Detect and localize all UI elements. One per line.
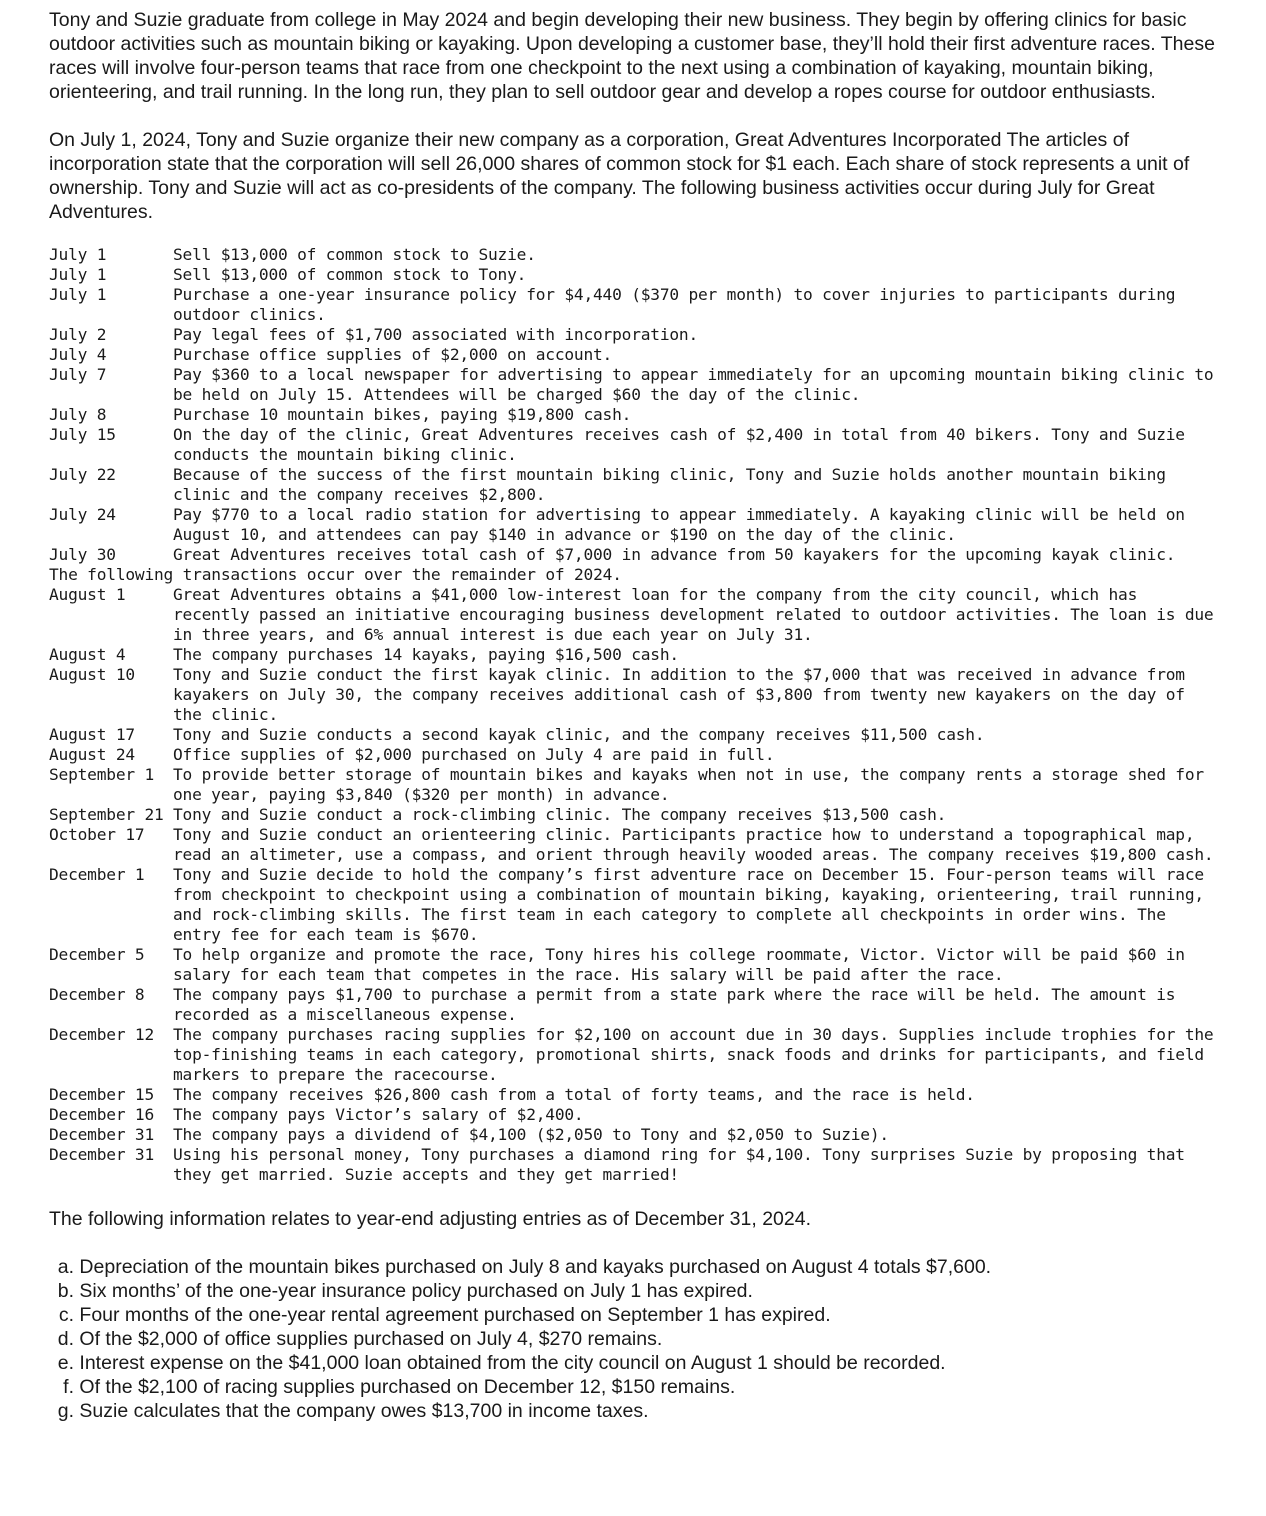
adjustment-letter: a. [57, 1256, 74, 1278]
transaction-description: Pay legal fees of $1,700 associated with incorporation. [173, 325, 699, 344]
transaction-date: July 2 [49, 325, 107, 344]
transaction-date: July 1 [49, 285, 107, 304]
transaction-description: Sell $13,000 of common stock to Tony. [173, 265, 527, 284]
adjustment-item [49, 1351, 1219, 1375]
transaction-date: December 31 [49, 1145, 155, 1164]
transaction-row [49, 345, 1219, 365]
transaction-description: Sell $13,000 of common stock to Suzie. [173, 245, 536, 264]
transaction-row [49, 1025, 1219, 1085]
transaction-description: The company purchases 14 kayaks, paying $16,500 cash. [173, 645, 679, 664]
adjustment-item [49, 1375, 1219, 1399]
transaction-row [49, 245, 1219, 265]
transaction-date: August 1 [49, 585, 126, 604]
transaction-row [49, 945, 1219, 985]
transaction-description: Pay $770 to a local radio station for advertising to appear immediately. A kayaking clinic will be held on August 10, and attendees can pay $140 in advance or $190 on the day of the clinic. [173, 505, 1185, 544]
transaction-description: The company pays Victor’s salary of $2,400. [173, 1105, 584, 1124]
transaction-description: Using his personal money, Tony purchases a diamond ring for $4,100. Tony surprises Suzie by proposing that they get married. Suzie accepts and they get married! [173, 1145, 1185, 1184]
july-transactions [49, 245, 1219, 565]
adjustment-item [49, 1279, 1219, 1303]
adjustment-text: Suzie calculates that the company owes $13,700 in income taxes. [79, 1400, 649, 1422]
transaction-date: December 8 [49, 985, 145, 1004]
transaction-row [49, 665, 1219, 725]
adjustment-item [49, 1327, 1219, 1351]
adjustment-text: Depreciation of the mountain bikes purchased on July 8 and kayaks purchased on August 4 totals $7,600. [79, 1256, 992, 1278]
transaction-row [49, 505, 1219, 545]
transaction-row [49, 765, 1219, 805]
transaction-description: Purchase 10 mountain bikes, paying $19,800 cash. [173, 405, 632, 424]
adjustment-letter: c. [58, 1304, 74, 1326]
transaction-date: July 24 [49, 505, 116, 524]
transaction-description: Purchase a one-year insurance policy for $4,440 ($370 per month) to cover injuries to participants during outdoor clinics. [173, 285, 1176, 324]
adjusting-intro: The following information relates to year-end adjusting entries as of December 31, 2024. [49, 1208, 812, 1230]
adjustment-letter: f. [63, 1376, 74, 1398]
transaction-date: August 10 [49, 665, 135, 684]
transaction-row [49, 1085, 1219, 1105]
transaction-description: Tony and Suzie conduct an orienteering clinic. Participants practice how to understand a topographical map, read an altimeter, use a compass, and orient through heavily wooded areas. The company receives $19,800 cash. [173, 825, 1214, 864]
transaction-date: July 22 [49, 465, 116, 484]
transaction-row [49, 805, 1219, 825]
transaction-description: Purchase office supplies of $2,000 on account. [173, 345, 613, 364]
transaction-row [49, 645, 1219, 665]
transaction-row [49, 725, 1219, 745]
transaction-list [49, 245, 1219, 1185]
adjustment-letter: b. [57, 1280, 74, 1302]
transaction-row [49, 825, 1219, 865]
transaction-description: On the day of the clinic, Great Adventures receives cash of $2,400 in total from 40 bikers. Tony and Suzie conducts the mountain biking clinic. [173, 425, 1185, 464]
transaction-date: August 24 [49, 745, 135, 764]
transaction-description: The company pays $1,700 to purchase a permit from a state park where the race will be held. The amount is recorded as a miscellaneous expense. [173, 985, 1176, 1024]
later-transactions [49, 585, 1219, 1185]
adjustment-item [49, 1399, 1219, 1423]
adjustment-item [49, 1303, 1219, 1327]
adjustment-text: Of the $2,100 of racing supplies purchased on December 12, $150 remains. [79, 1376, 736, 1398]
transaction-description: The company pays a dividend of $4,100 ($2,050 to Tony and $2,050 to Suzie). [173, 1125, 889, 1144]
transaction-row [49, 1125, 1219, 1145]
transaction-description: The company receives $26,800 cash from a total of forty teams, and the race is held. [173, 1085, 975, 1104]
transaction-row [49, 465, 1219, 505]
transaction-row [49, 405, 1219, 425]
transaction-date: July 8 [49, 405, 107, 424]
adjustment-list [49, 1255, 1219, 1423]
transaction-description: Great Adventures receives total cash of $7,000 in advance from 50 kayakers for the upcoming kayak clinic. [173, 545, 1176, 564]
transaction-date: September 21 [49, 805, 164, 824]
transaction-date: July 1 [49, 265, 107, 284]
transaction-row [49, 985, 1219, 1025]
transaction-date: July 1 [49, 245, 107, 264]
transaction-description: Great Adventures obtains a $41,000 low-interest loan for the company from the city council, which has recently passed an initiative encouraging business development related to outdoor activities. The loan is due in three years, and 6% annual interest is due each year on July 31. [173, 585, 1214, 644]
transaction-description: Tony and Suzie conduct a rock-climbing clinic. The company receives $13,500 cash. [173, 805, 947, 824]
transaction-date: December 12 [49, 1025, 155, 1044]
transaction-description: The company purchases racing supplies for $2,100 on account due in 30 days. Supplies include trophies for the top-finishing teams in each category, promotional shirts, snack foods and drinks for participants, and field markers to prepare the racecourse. [173, 1025, 1214, 1084]
transaction-row [49, 545, 1219, 565]
transaction-date: December 16 [49, 1105, 155, 1124]
transaction-row [49, 425, 1219, 465]
transaction-row [49, 1105, 1219, 1125]
transaction-description: Because of the success of the first mountain biking clinic, Tony and Suzie holds another mountain biking clinic and the company receives $2,800. [173, 465, 1166, 504]
transaction-description: Tony and Suzie conduct the first kayak clinic. In addition to the $7,000 that was received in advance from kayakers on July 30, the company receives additional cash of $3,800 from twenty new kayakers on the day of the clinic. [173, 665, 1185, 724]
adjustment-text: Interest expense on the $41,000 loan obtained from the city council on August 1 should be recorded. [79, 1352, 946, 1374]
transaction-date: December 5 [49, 945, 145, 964]
transaction-date: September 1 [49, 765, 155, 784]
transaction-date: December 31 [49, 1125, 155, 1144]
adjustment-text: Of the $2,000 of office supplies purchased on July 4, $270 remains. [79, 1328, 663, 1350]
intro-paragraph-1: Tony and Suzie graduate from college in May 2024 and begin developing their new business. They begin by offering clinics for basic outdoor activities such as mountain biking or kayaking. Upon developing a customer base, they’ll hold their first adventure races. These races will involve four-person teams that race from one checkpoint to the next using a combination of kayaking, mountain biking, orienteering, and trail running. In the long run, they plan to sell outdoor gear and develop a ropes course for outdoor enthusiasts. [49, 9, 1215, 103]
transaction-date: August 17 [49, 725, 135, 744]
transaction-date: July 7 [49, 365, 107, 384]
remainder-note: The following transactions occur over the remainder of 2024. [49, 565, 622, 584]
document-page [49, 8, 1219, 1423]
adjustment-letter: g. [57, 1400, 74, 1422]
transaction-description: Tony and Suzie conducts a second kayak clinic, and the company receives $11,500 cash. [173, 725, 985, 744]
transaction-description: Pay $360 to a local newspaper for advertising to appear immediately for an upcoming mountain biking clinic to be held on July 15. Attendees will be charged $60 the day of the clinic. [173, 365, 1214, 404]
intro-paragraph-2: On July 1, 2024, Tony and Suzie organize their new company as a corporation, Great Adventures Incorporated The articles of incorporation state that the corporation will sell 26,000 shares of common stock for $1 each. Each share of stock represents a unit of ownership. Tony and Suzie will act as co-presidents of the company. The following business activities occur during July for Great Adventures. [49, 129, 1190, 223]
adjustment-text: Six months’ of the one-year insurance policy purchased on July 1 has expired. [79, 1280, 753, 1302]
transaction-date: July 15 [49, 425, 116, 444]
transaction-row [49, 285, 1219, 325]
transaction-description: Office supplies of $2,000 purchased on July 4 are paid in full. [173, 745, 775, 764]
transaction-row [49, 585, 1219, 645]
transaction-date: August 4 [49, 645, 126, 664]
transaction-description: To provide better storage of mountain bikes and kayaks when not in use, the company rents a storage shed for one year, paying $3,840 ($320 per month) in advance. [173, 765, 1204, 804]
transaction-date: December 1 [49, 865, 145, 884]
transaction-row [49, 365, 1219, 405]
transaction-date: October 17 [49, 825, 145, 844]
transaction-description: To help organize and promote the race, Tony hires his college roommate, Victor. Victor will be paid $60 in salary for each team that competes in the race. His salary will be paid after the race. [173, 945, 1185, 984]
transaction-row [49, 745, 1219, 765]
transaction-date: July 30 [49, 545, 116, 564]
adjustment-letter: e. [57, 1352, 74, 1374]
transaction-date: July 4 [49, 345, 107, 364]
transaction-description: Tony and Suzie decide to hold the company’s first adventure race on December 15. Four-person teams will race from checkpoint to checkpoint using a combination of mountain biking, kayaking, orienteering, trail running, and rock-climbing skills. The first team in each category to complete all checkpoints in order wins. The entry fee for each team is $670. [173, 865, 1204, 944]
transaction-row [49, 865, 1219, 945]
transaction-row [49, 265, 1219, 285]
adjustment-item [49, 1255, 1219, 1279]
adjustment-letter: d. [57, 1328, 74, 1350]
transaction-date: December 15 [49, 1085, 155, 1104]
adjustment-text: Four months of the one-year rental agreement purchased on September 1 has expired. [79, 1304, 831, 1326]
transaction-row [49, 325, 1219, 345]
transaction-row [49, 1145, 1219, 1185]
